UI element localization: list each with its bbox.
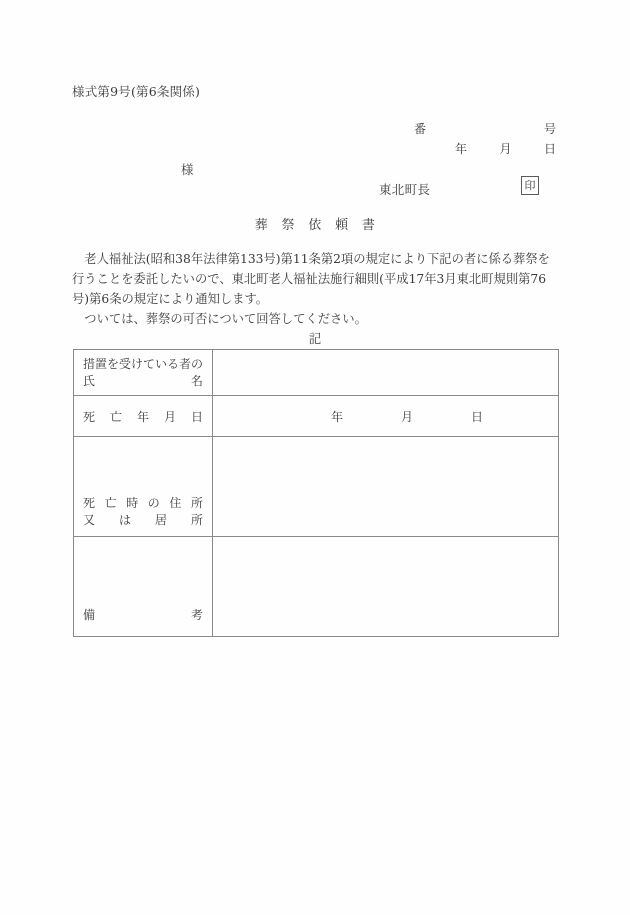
body-text — [72, 249, 558, 329]
death-date-month-label: 月 — [400, 409, 413, 424]
funeral-request-table — [73, 349, 559, 637]
document-date-line — [455, 140, 556, 157]
death-date-day-label: 日 — [470, 409, 483, 424]
label-remarks-left: 備 — [83, 608, 96, 622]
label-address-line1-char-2: 時 — [126, 495, 139, 510]
label-death-date-char-2: 年 — [136, 409, 149, 424]
label-address-block — [74, 494, 212, 528]
death-date-input-line[interactable] — [331, 408, 483, 425]
label-address-line2-char-3: 所 — [190, 512, 203, 527]
label-remarks-right: 考 — [190, 608, 203, 622]
value-cell-death-date[interactable] — [213, 396, 559, 437]
label-address-line1-char-3: の — [147, 495, 160, 510]
form-number: 様式第9号(第6条関係) — [72, 84, 201, 99]
label-cell-death-date — [74, 396, 213, 437]
label-death-date-char-1: 亡 — [109, 409, 122, 424]
label-name-line1: 措置を受けている者の — [83, 356, 204, 371]
label-death-date-char-0: 死 — [83, 409, 96, 424]
date-month-label: 月 — [499, 142, 512, 156]
value-cell-address[interactable] — [213, 437, 559, 537]
document-number-prefix: 番 — [414, 122, 427, 136]
table-row-name — [74, 350, 559, 396]
value-cell-name[interactable] — [213, 350, 559, 396]
label-address-line1-char-0: 死 — [83, 495, 96, 510]
document-title: 葬 祭 依 頼 書 — [254, 218, 376, 233]
label-cell-remarks — [74, 537, 213, 637]
label-name-line2-right: 名 — [190, 373, 203, 388]
label-address-line2-char-0: 又 — [83, 512, 96, 527]
issuer-name: 東北町長 — [379, 182, 431, 197]
table-row-death-date — [74, 396, 559, 437]
ki-marker: 記 — [308, 331, 322, 346]
table-row-address — [74, 437, 559, 537]
date-year-label: 年 — [455, 142, 468, 156]
label-address-line2 — [74, 511, 212, 528]
label-address-line1-char-1: 亡 — [104, 495, 117, 510]
issuer-line — [379, 179, 536, 198]
label-remarks-block — [74, 606, 212, 623]
label-cell-address — [74, 437, 213, 537]
label-name-block — [74, 356, 212, 390]
value-cell-remarks[interactable] — [213, 537, 559, 637]
document-number-suffix: 号 — [543, 122, 556, 136]
document-number-line — [414, 120, 556, 137]
label-name-line2-left: 氏 — [83, 373, 96, 388]
seal-stamp-box: 印 — [521, 176, 539, 195]
label-name-line2 — [83, 373, 203, 390]
label-death-date-char-3: 月 — [163, 409, 176, 424]
label-death-date-char-4: 日 — [190, 409, 203, 424]
label-remarks-line — [74, 606, 212, 623]
label-address-line1 — [74, 494, 212, 511]
table-row-remarks — [74, 537, 559, 637]
label-address-line2-char-2: 居 — [154, 512, 167, 527]
body-paragraph-1: 老人福祉法(昭和38年法律第133号)第11条第2項の規定により下記の者に係る葬祭を行うことを委託したいので、東北町老人福祉法施行細則(平成17年3月東北町規則第76号)第6条の規定により通知します。 — [72, 252, 550, 306]
label-address-line1-char-5: 所 — [190, 495, 203, 510]
label-address-line2-char-1: は — [118, 512, 131, 527]
date-day-label: 日 — [543, 142, 556, 156]
label-cell-name — [74, 350, 213, 396]
body-paragraph-2: ついては、葬祭の可否について回答してください。 — [72, 312, 367, 326]
addressee-honorific: 様 — [181, 162, 194, 177]
label-address-line1-char-4: 住 — [169, 495, 182, 510]
death-date-year-label: 年 — [331, 409, 344, 424]
label-death-date-block — [74, 408, 212, 425]
